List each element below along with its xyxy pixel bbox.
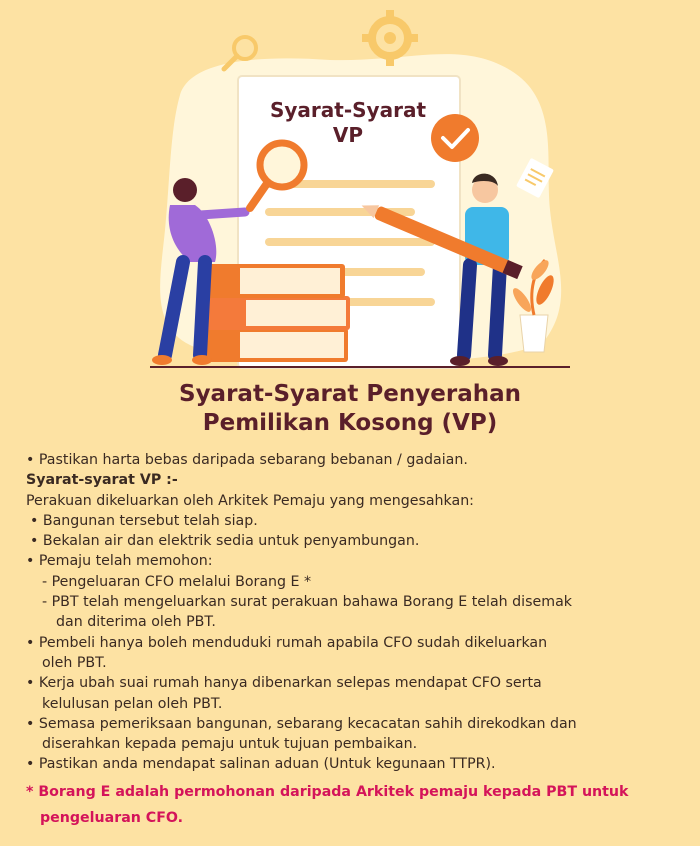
main-heading bbox=[0, 380, 700, 438]
sub-list-item: - PBT telah mengeluarkan surat perakuan bahawa Borang E telah disemak bbox=[42, 594, 572, 611]
list-intro: Perakuan dikeluarkan oleh Arkitek Pemaju yang mengesahkan: bbox=[26, 492, 474, 509]
list-item: • Kerja ubah suai rumah hanya dibenarkan selepas mendapat CFO serta bbox=[26, 675, 542, 692]
document-title-line2: VP bbox=[332, 123, 364, 147]
section-title: Syarat-syarat VP :- bbox=[26, 472, 178, 489]
heading-line2: Pemilikan Kosong (VP) bbox=[202, 410, 498, 436]
books-icon bbox=[198, 264, 350, 362]
heading-line1: Syarat-Syarat Penyerahan bbox=[179, 381, 521, 407]
list-item: • Bangunan tersebut telah siap. bbox=[30, 512, 258, 529]
footnote-line1: * Borang E adalah permohonan daripada Arkitek pemaju kepada PBT untuk bbox=[26, 783, 629, 800]
list-item: • Semasa pemeriksaan bangunan, sebarang kecacatan sahih direkodkan dan bbox=[26, 715, 577, 732]
document-title-line1: Syarat-Syarat bbox=[269, 98, 426, 122]
footnote-line2: pengeluaran CFO. bbox=[40, 809, 184, 826]
document-title bbox=[238, 98, 458, 148]
list-item: • Bekalan air dan elektrik sedia untuk penyambungan. bbox=[30, 533, 420, 550]
list-item-continued: kelulusan pelan oleh PBT. bbox=[42, 695, 223, 712]
list-item: • Pastikan harta bebas daripada sebarang bebanan / gadaian. bbox=[26, 452, 468, 468]
list-item-continued: diserahkan kepada pemaju untuk tujuan pembaikan. bbox=[42, 736, 418, 753]
list-item: • Pembeli hanya boleh menduduki rumah apabila CFO sudah dikeluarkan bbox=[26, 634, 548, 651]
footnote bbox=[26, 779, 686, 831]
requirements-list bbox=[26, 450, 686, 831]
sub-list-item-continued: dan diterima oleh PBT. bbox=[56, 614, 216, 631]
illustration bbox=[0, 0, 700, 380]
list-item: • Pemaju telah memohon: bbox=[26, 553, 213, 570]
list-item: • Pastikan anda mendapat salinan aduan (Untuk kegunaan TTPR). bbox=[26, 756, 496, 773]
list-item-continued: oleh PBT. bbox=[42, 654, 107, 671]
sub-list-item: - Pengeluaran CFO melalui Borang E * bbox=[42, 573, 312, 590]
